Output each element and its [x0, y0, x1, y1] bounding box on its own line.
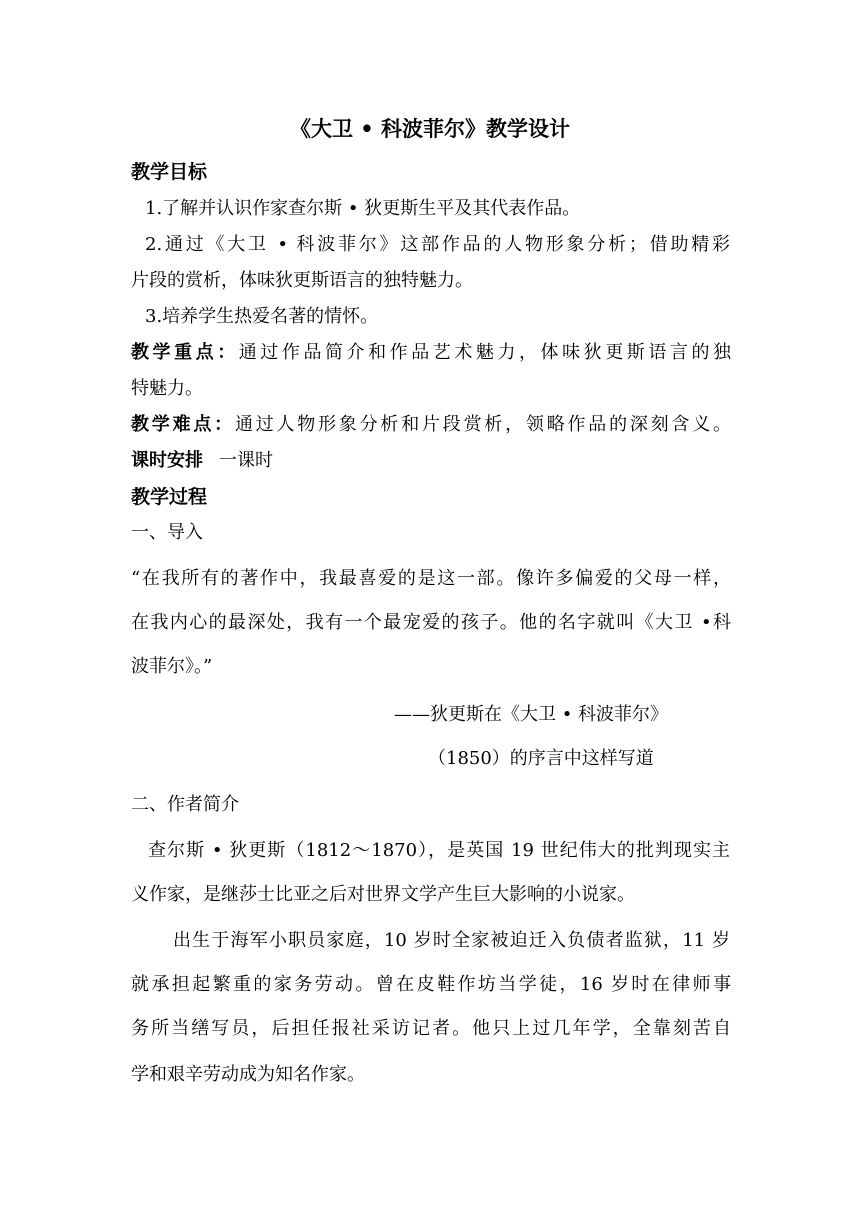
difficulty-text: 通过人物形象分析和片段赏析，领略作品的深刻含义。: [234, 414, 732, 435]
quote-line-2: 在我内心的最深处，我有一个最宠爱的孩子。他的名字就叫《大卫 •科: [131, 612, 731, 633]
quote-attribution-line-1: ——狄更斯在《大卫 • 科波菲尔》: [394, 704, 669, 725]
author-para-2-line-2: 就承担起繁重的家务劳动。曾在皮鞋作坊当学徒，16 岁时在律师事: [131, 974, 731, 995]
schedule-text: 一课时: [219, 450, 273, 471]
author-para-2-line-4: 学和艰辛劳动成为知名作家。: [131, 1064, 365, 1085]
difficulty-label: 教学难点：: [131, 414, 235, 435]
key-point-line-2: 特魅力。: [131, 378, 203, 399]
quote-attribution-line-2: （1850）的序言中这样写道: [428, 748, 654, 769]
objective-item-2-line-2: 片段的赏析，体味狄更斯语言的独特魅力。: [131, 270, 473, 291]
section-2-heading: 二、作者简介: [131, 794, 239, 815]
author-para-2-line-1: 出生于海军小职员家庭，10 岁时全家被迫迁入负债者监狱，11 岁: [173, 930, 730, 951]
section-1-heading: 一、导入: [131, 522, 203, 543]
key-point-line-1: [131, 340, 731, 366]
objective-item-1: 1.了解并认识作家查尔斯 • 狄更斯生平及其代表作品。: [145, 198, 581, 219]
objective-item-2-line-1: 2.通过《大卫 • 科波菲尔》这部作品的人物形象分析；借助精彩: [145, 234, 730, 255]
difficulty-line: [131, 412, 731, 438]
key-point-label: 教学重点：: [131, 342, 239, 363]
author-para-2-line-3: 务所当缮写员，后担任报社采访记者。他只上过几年学，全靠刻苦自: [131, 1018, 731, 1039]
author-para-1-line-1: 查尔斯 • 狄更斯（1812～1870），是英国 19 世纪伟大的批判现实主: [148, 840, 730, 861]
schedule-label: 课时安排: [131, 450, 203, 471]
document-title: 《大卫 • 科波菲尔》教学设计: [289, 116, 571, 141]
quote-line-1: “在我所有的著作中，我最喜爱的是这一部。像许多偏爱的父母一样，: [131, 568, 731, 589]
objectives-heading: 教学目标: [131, 161, 208, 183]
quote-line-3: 波菲尔》。”: [131, 656, 213, 677]
schedule-line: [131, 448, 273, 474]
process-heading: 教学过程: [131, 486, 208, 508]
key-point-text: 通过作品简介和作品艺术魅力，体味狄更斯语言的独: [238, 342, 732, 363]
objective-item-3: 3.培养学生热爱名著的情怀。: [145, 306, 379, 327]
author-para-1-line-2: 义作家，是继莎士比亚之后对世界文学产生巨大影响的小说家。: [131, 884, 635, 905]
